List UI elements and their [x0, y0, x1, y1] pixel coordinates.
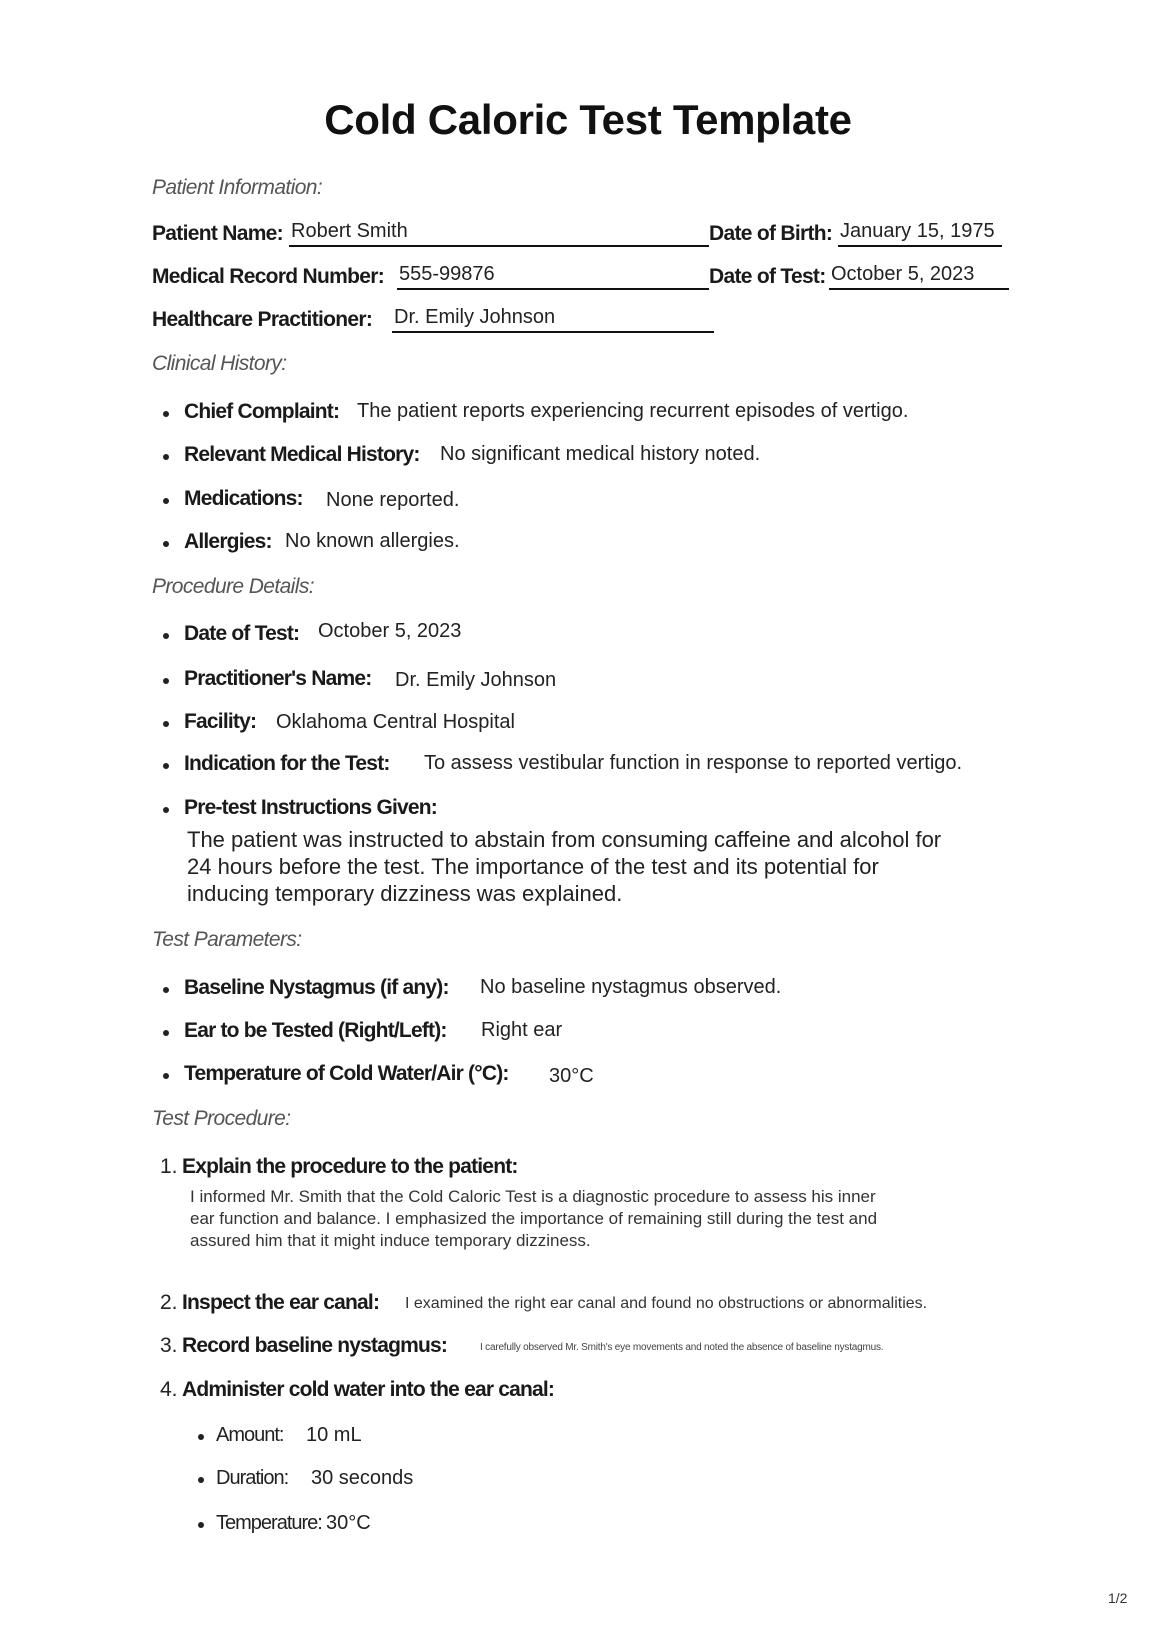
bullet-icon: [163, 987, 169, 993]
page-title: Cold Caloric Test Template: [324, 96, 852, 143]
medical-record-number-field[interactable]: 555-99876: [397, 261, 709, 290]
item-label: Chief Complaint:: [184, 400, 340, 423]
bullet-icon: [198, 1477, 204, 1483]
pretest-instructions-paragraph: [187, 826, 987, 907]
step-text: I carefully observed Mr. Smith's eye movements and noted the absence of baseline nystagmus.: [480, 1342, 884, 1353]
bullet-icon: [198, 1434, 204, 1440]
sub-item-value: 30 seconds: [311, 1467, 414, 1489]
step-label: Explain the procedure to the patient:: [182, 1155, 518, 1178]
step-number: 3.: [160, 1334, 178, 1357]
step-number: 4.: [160, 1378, 178, 1401]
sub-item-label: Temperature:: [216, 1512, 322, 1534]
field-row-mrn-date-of-test: [152, 265, 1012, 295]
item-label: Pre-test Instructions Given:: [184, 796, 437, 819]
bullet-icon: [163, 541, 169, 547]
bullet-icon: [163, 1030, 169, 1036]
step-number: 1.: [160, 1155, 178, 1178]
section-heading-procedure-details: Procedure Details:: [152, 575, 314, 598]
item-value: Right ear: [481, 1019, 563, 1041]
item-label: Facility:: [184, 710, 257, 733]
healthcare-practitioner-label: Healthcare Practitioner:: [152, 308, 373, 331]
item-label: Baseline Nystagmus (if any):: [184, 976, 449, 999]
date-of-birth-field[interactable]: January 15, 1975: [838, 218, 1002, 247]
bullet-icon: [163, 807, 169, 813]
field-row-practitioner: [152, 308, 1012, 338]
item-value: Dr. Emily Johnson: [395, 669, 557, 691]
bullet-icon: [163, 763, 169, 769]
bullet-icon: [163, 678, 169, 684]
page-indicator: 1/2: [1108, 1590, 1128, 1606]
field-row-patient-name-dob: [152, 222, 1012, 252]
item-label: Practitioner's Name:: [184, 667, 372, 690]
sub-item-value: 10 mL: [306, 1424, 362, 1446]
paragraph-line: assured him that it might induce temporary dizziness.: [190, 1231, 591, 1250]
patient-name-label: Patient Name:: [152, 222, 283, 245]
procedure-step-1-paragraph: [190, 1186, 990, 1252]
paragraph-line: The patient was instructed to abstain from consuming caffeine and alcohol for: [187, 827, 942, 852]
step-text: I examined the right ear canal and found no obstructions or abnormalities.: [405, 1295, 928, 1312]
sub-item-value: 30°C: [326, 1512, 371, 1534]
bullet-icon: [163, 454, 169, 460]
step-number: 2.: [160, 1291, 178, 1314]
item-value: No significant medical history noted.: [440, 443, 761, 465]
item-label: Medications:: [184, 487, 303, 510]
item-value: No known allergies.: [285, 530, 460, 552]
healthcare-practitioner-field[interactable]: Dr. Emily Johnson: [392, 304, 714, 333]
bullet-icon: [163, 721, 169, 727]
item-value: None reported.: [326, 489, 460, 511]
item-value: Oklahoma Central Hospital: [276, 711, 515, 733]
item-label: Indication for the Test:: [184, 752, 390, 775]
patient-name-field[interactable]: Robert Smith: [289, 218, 709, 247]
paragraph-line: inducing temporary dizziness was explained.: [187, 881, 623, 906]
step-label: Inspect the ear canal:: [182, 1291, 380, 1314]
date-of-birth-label: Date of Birth:: [709, 222, 833, 245]
item-value: 30°C: [549, 1065, 594, 1087]
section-heading-test-procedure: Test Procedure:: [152, 1107, 291, 1130]
bullet-icon: [163, 498, 169, 504]
section-heading-patient-information: Patient Information:: [152, 176, 323, 199]
item-value: To assess vestibular function in response to reported vertigo.: [424, 752, 963, 774]
item-label: Date of Test:: [184, 622, 300, 645]
medical-record-number-label: Medical Record Number:: [152, 265, 384, 288]
paragraph-line: 24 hours before the test. The importance of the test and its potential for: [187, 854, 879, 879]
paragraph-line: ear function and balance. I emphasized the importance of remaining still during the test and: [190, 1209, 878, 1228]
bullet-icon: [163, 411, 169, 417]
bullet-icon: [163, 1073, 169, 1079]
bullet-icon: [198, 1522, 204, 1528]
sub-item-label: Duration:: [216, 1467, 289, 1489]
section-heading-test-parameters: Test Parameters:: [152, 928, 302, 951]
item-value: October 5, 2023: [318, 620, 462, 642]
item-label: Relevant Medical History:: [184, 443, 420, 466]
item-label: Ear to be Tested (Right/Left):: [184, 1019, 447, 1042]
item-label: Allergies:: [184, 530, 272, 553]
item-label: Temperature of Cold Water/Air (°C):: [184, 1062, 509, 1085]
section-heading-clinical-history: Clinical History:: [152, 352, 287, 375]
step-label: Administer cold water into the ear canal:: [182, 1378, 555, 1401]
date-of-test-label: Date of Test:: [709, 265, 826, 288]
date-of-test-field[interactable]: October 5, 2023: [829, 261, 1009, 290]
sub-item-label: Amount:: [216, 1424, 284, 1446]
bullet-icon: [163, 633, 169, 639]
paragraph-line: I informed Mr. Smith that the Cold Caloric Test is a diagnostic procedure to assess his inner: [190, 1187, 876, 1206]
item-value: No baseline nystagmus observed.: [480, 976, 782, 998]
item-value: The patient reports experiencing recurrent episodes of vertigo.: [357, 400, 909, 422]
step-label: Record baseline nystagmus:: [182, 1334, 448, 1357]
